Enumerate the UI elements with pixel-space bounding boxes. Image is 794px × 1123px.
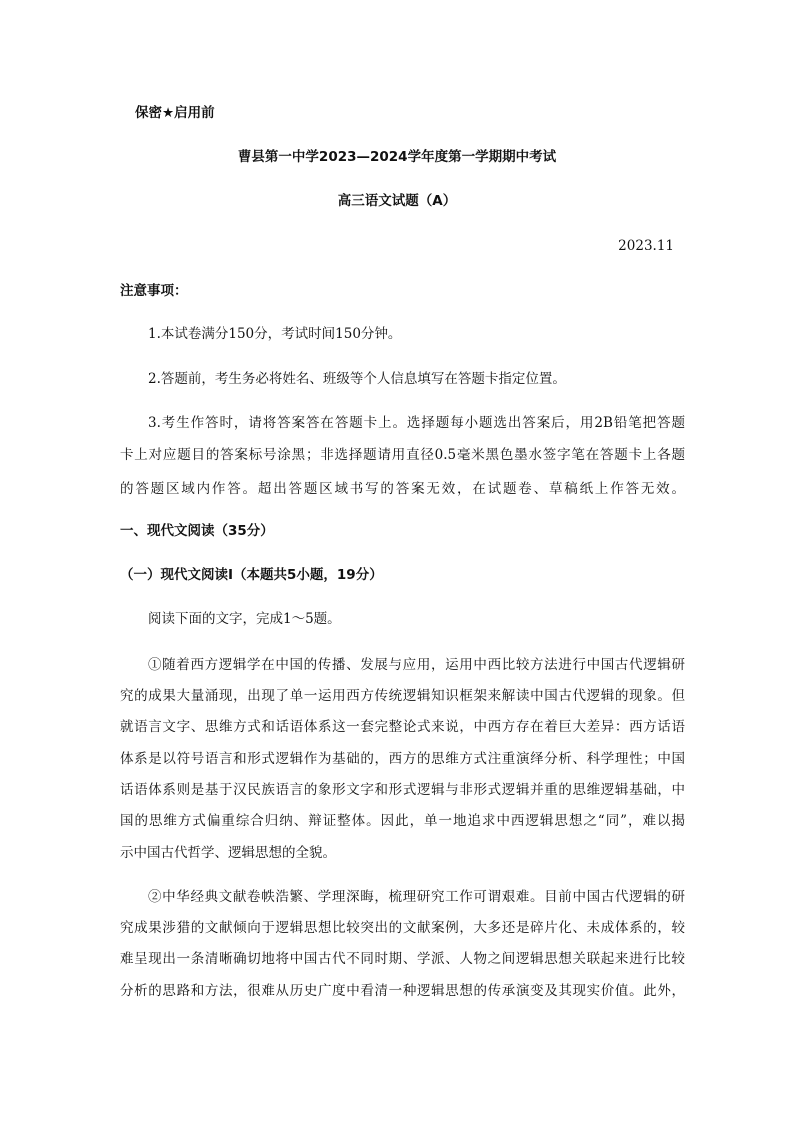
notice-item-3-line-2: 卡上对应题目的答案标号涂黑；非选择题请用直径0.5毫米黑色墨水签字笔在答题卡上各题 (120, 447, 685, 463)
paragraph-2-line-1: ②中华经典文献卷帙浩繁、学理深晦，梳理研究工作可谓艰难。目前中国古代逻辑的研 (148, 889, 685, 905)
part-heading-reading-1: （一）现代文阅读Ⅰ（本题共5小题，19分） (120, 567, 383, 583)
section-heading-modern-reading: 一、现代文阅读（35分） (120, 523, 274, 539)
paragraph-1-line-7: 示中国古代哲学、逻辑思想的全貌。 (120, 845, 336, 861)
paragraph-1-line-4: 体系是以符号语言和形式逻辑作为基础的，西方的思维方式注重演绎分析、科学理性；中国 (120, 751, 685, 767)
notice-item-2: 2.答题前，考生务必将姓名、班级等个人信息填写在答题卡指定位置。 (148, 371, 566, 387)
paragraph-1-line-1: ①随着西方逻辑学在中国的传播、发展与应用，运用中西比较方法进行中国古代逻辑研 (148, 657, 685, 673)
notice-item-3-line-3: 的答题区域内作答。超出答题区域书写的答案无效，在试题卷、草稿纸上作答无效。 (120, 481, 685, 497)
confidential-label: 保密★启用前 (135, 105, 215, 121)
paragraph-1-line-2: 究的成果大量涌现，出现了单一运用西方传统逻辑知识框架来解读中国古代逻辑的现象。但 (120, 688, 685, 704)
notice-item-1: 1.本试卷满分150分，考试时间150分钟。 (148, 326, 402, 342)
paragraph-1-line-6: 国的思维方式偏重综合归纳、辩证整体。因此，单一地追求中西逻辑思想之“同”，难以揭 (120, 813, 685, 829)
exam-date: 2023.11 (618, 238, 674, 254)
paragraph-2-line-3: 难呈现出一条清晰确切地将中国古代不同时期、学派、人物之间逻辑思想关联起来进行比较 (120, 951, 685, 967)
exam-title: 曹县第一中学2023—2024学年度第一学期期中考试 (237, 149, 557, 165)
paragraph-1-line-5: 话语体系则是基于汉民族语言的象形文字和形式逻辑与非形式逻辑并重的思维逻辑基础，中 (120, 782, 685, 798)
paragraph-1-line-3: 就语言文字、思维方式和话语体系这一套完整论式来说，中西方存在着巨大差异：西方话语 (120, 719, 685, 735)
notice-heading: 注意事项： (120, 283, 188, 299)
exam-subtitle: 高三语文试题（A） (337, 193, 457, 209)
reading-instruction: 阅读下面的文字，完成1～5题。 (148, 611, 341, 627)
paragraph-2-line-2: 究成果涉猎的文献倾向于逻辑思想比较突出的文献案例，大多还是碎片化、未成体系的，较 (120, 920, 685, 936)
notice-item-3-line-1: 3.考生作答时，请将答案答在答题卡上。选择题每小题选出答案后，用2B铅笔把答题 (148, 415, 685, 431)
paragraph-2-line-4: 分析的思路和方法，很难从历史广度中看清一种逻辑思想的传承演变及其现实价值。此外， (120, 983, 685, 999)
